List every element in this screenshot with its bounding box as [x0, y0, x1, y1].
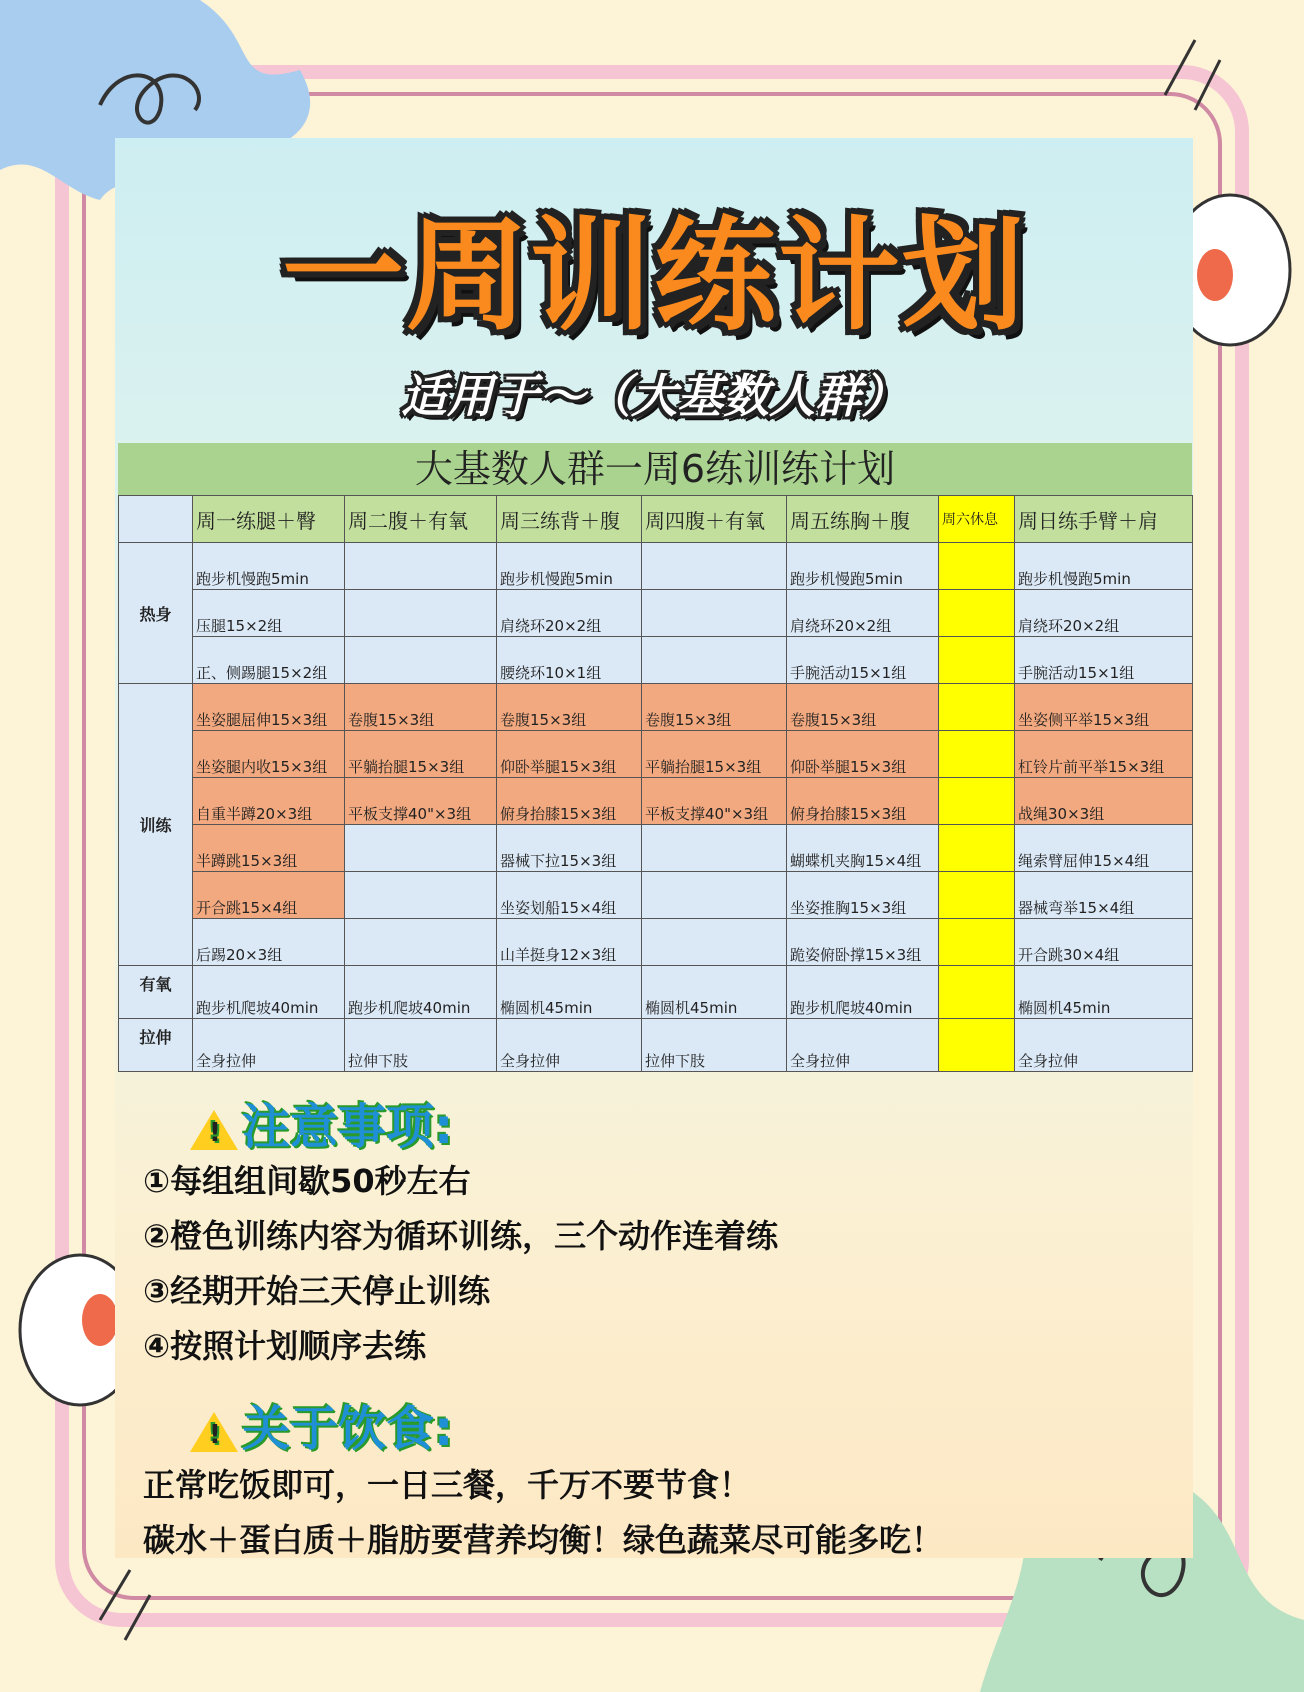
table-cell: [939, 778, 1015, 825]
table-cell: 手腕活动15×1组: [1015, 637, 1193, 684]
diet-line-2: 碳水＋蛋白质＋脂肪要营养均衡！绿色蔬菜尽可能多吃！: [143, 1521, 944, 1559]
table-cell: 俯身抬膝15×3组: [787, 778, 939, 825]
table-cell: 坐姿划船15×4组: [497, 872, 642, 919]
table-cell: [939, 1019, 1015, 1072]
table-cell: 跑步机慢跑5min: [1015, 543, 1193, 590]
table-cell: 器械下拉15×3组: [497, 825, 642, 872]
table-cell: 卷腹15×3组: [787, 684, 939, 731]
table-cell: [939, 637, 1015, 684]
table-cell: [345, 919, 497, 966]
table-cell: 杠铃片前平举15×3组: [1015, 731, 1193, 778]
table-cell: 全身拉伸: [193, 1019, 345, 1072]
table-cell: [642, 872, 787, 919]
table-cell: 半蹲跳15×3组: [193, 825, 345, 872]
notes-heading-text: 注意事项:: [242, 1099, 454, 1155]
table-cell: 跑步机慢跑5min: [787, 543, 939, 590]
table-cell: 平板支撑40"×3组: [642, 778, 787, 825]
diet-line-1: 正常吃饭即可，一日三餐，千万不要节食！: [143, 1466, 752, 1504]
note-item-4: ④按照计划顺序去练: [143, 1327, 427, 1365]
table-row: [119, 872, 1193, 919]
table-cell: 坐姿腿内收15×3组: [193, 731, 345, 778]
plan-table-container: [118, 443, 1192, 1072]
table-cell: 肩绕环20×2组: [1015, 590, 1193, 637]
table-cell: 卷腹15×3组: [642, 684, 787, 731]
table-cell: 俯身抬膝15×3组: [497, 778, 642, 825]
warning-icon: !: [190, 1412, 238, 1452]
table-cell: 卷腹15×3组: [497, 684, 642, 731]
table-cell: 全身拉伸: [497, 1019, 642, 1072]
table-cell: 开合跳30×4组: [1015, 919, 1193, 966]
table-cell: 跑步机慢跑5min: [497, 543, 642, 590]
table-cell: 自重半蹲20×3组: [193, 778, 345, 825]
table-cell: 平躺抬腿15×3组: [642, 731, 787, 778]
table-cell: [642, 637, 787, 684]
table-cell: [345, 637, 497, 684]
table-cell: 肩绕环20×2组: [787, 590, 939, 637]
table-cell: 坐姿腿屈伸15×3组: [193, 684, 345, 731]
table-row: [119, 825, 1193, 872]
diet-heading: [190, 1390, 453, 1459]
table-cell: 平躺抬腿15×3组: [345, 731, 497, 778]
table-cell: [939, 825, 1015, 872]
table-cell: 平板支撑40"×3组: [345, 778, 497, 825]
table-cell: 山羊挺身12×3组: [497, 919, 642, 966]
table-row: [119, 590, 1193, 637]
column-header: 周日练手臂＋肩: [1015, 496, 1193, 543]
table-cell: [642, 590, 787, 637]
diet-heading-text: 关于饮食:: [242, 1401, 454, 1457]
header-corner: [119, 496, 193, 543]
table-cell: 战绳30×3组: [1015, 778, 1193, 825]
table-row: [119, 637, 1193, 684]
warning-icon: !: [190, 1110, 238, 1150]
table-cell: 全身拉伸: [787, 1019, 939, 1072]
notes-heading: [190, 1088, 453, 1157]
plan-table: [118, 495, 1193, 1072]
table-row: [119, 778, 1193, 825]
table-cell: 跑步机爬坡40min: [193, 966, 345, 1019]
table-cell: 腰绕环10×1组: [497, 637, 642, 684]
table-cell: 跑步机爬坡40min: [787, 966, 939, 1019]
table-cell: 椭圆机45min: [1015, 966, 1193, 1019]
table-row: [119, 731, 1193, 778]
table-cell: 椭圆机45min: [497, 966, 642, 1019]
table-cell: 拉伸下肢: [642, 1019, 787, 1072]
note-item-1: ①每组组间歇50秒左右: [143, 1162, 471, 1200]
table-cell: 跑步机慢跑5min: [193, 543, 345, 590]
note-item-2: ②橙色训练内容为循环训练，三个动作连着练: [143, 1217, 779, 1255]
table-cell: [939, 919, 1015, 966]
page-title: 一周训练计划: [282, 205, 1026, 347]
table-cell: 跑步机爬坡40min: [345, 966, 497, 1019]
table-cell: 器械弯举15×4组: [1015, 872, 1193, 919]
table-row: [119, 1019, 1193, 1072]
table-cell: [939, 966, 1015, 1019]
table-cell: [939, 684, 1015, 731]
table-title: 大基数人群一周6练训练计划: [118, 443, 1192, 495]
table-cell: 椭圆机45min: [642, 966, 787, 1019]
table-cell: 仰卧举腿15×3组: [497, 731, 642, 778]
table-cell: 肩绕环20×2组: [497, 590, 642, 637]
note-item-3: ③经期开始三天停止训练: [143, 1272, 491, 1310]
table-cell: [939, 590, 1015, 637]
table-cell: 手腕活动15×1组: [787, 637, 939, 684]
column-header: 周六休息: [939, 496, 1015, 543]
table-cell: [345, 543, 497, 590]
table-cell: 跪姿俯卧撑15×3组: [787, 919, 939, 966]
section-label: 热身: [119, 543, 193, 684]
table-cell: 全身拉伸: [1015, 1019, 1193, 1072]
main-card: [115, 138, 1193, 1558]
table-cell: 拉伸下肢: [345, 1019, 497, 1072]
table-cell: [642, 919, 787, 966]
page-subtitle: 适用于～（大基数人群）: [401, 369, 907, 423]
table-cell: 卷腹15×3组: [345, 684, 497, 731]
section-label: 拉伸: [119, 1019, 193, 1072]
table-row: [119, 543, 1193, 590]
table-cell: [345, 590, 497, 637]
section-label: 训练: [119, 684, 193, 966]
table-cell: [939, 731, 1015, 778]
table-cell: [939, 543, 1015, 590]
table-cell: [642, 825, 787, 872]
section-label: 有氧: [119, 966, 193, 1019]
table-cell: [345, 872, 497, 919]
column-header: 周四腹＋有氧: [642, 496, 787, 543]
column-header: 周五练胸＋腹: [787, 496, 939, 543]
table-cell: [939, 872, 1015, 919]
table-cell: 仰卧举腿15×3组: [787, 731, 939, 778]
table-cell: 后踢20×3组: [193, 919, 345, 966]
table-cell: [642, 543, 787, 590]
table-row: [119, 919, 1193, 966]
table-cell: 开合跳15×4组: [193, 872, 345, 919]
table-row: [119, 684, 1193, 731]
table-cell: 正、侧踢腿15×2组: [193, 637, 345, 684]
column-header: 周一练腿＋臀: [193, 496, 345, 543]
table-cell: 坐姿推胸15×3组: [787, 872, 939, 919]
table-cell: 绳索臂屈伸15×4组: [1015, 825, 1193, 872]
column-header: 周二腹＋有氧: [345, 496, 497, 543]
table-cell: 蝴蝶机夹胸15×4组: [787, 825, 939, 872]
table-cell: 压腿15×2组: [193, 590, 345, 637]
column-header: 周三练背＋腹: [497, 496, 642, 543]
table-cell: [345, 825, 497, 872]
table-cell: 坐姿侧平举15×3组: [1015, 684, 1193, 731]
table-row: [119, 966, 1193, 1019]
